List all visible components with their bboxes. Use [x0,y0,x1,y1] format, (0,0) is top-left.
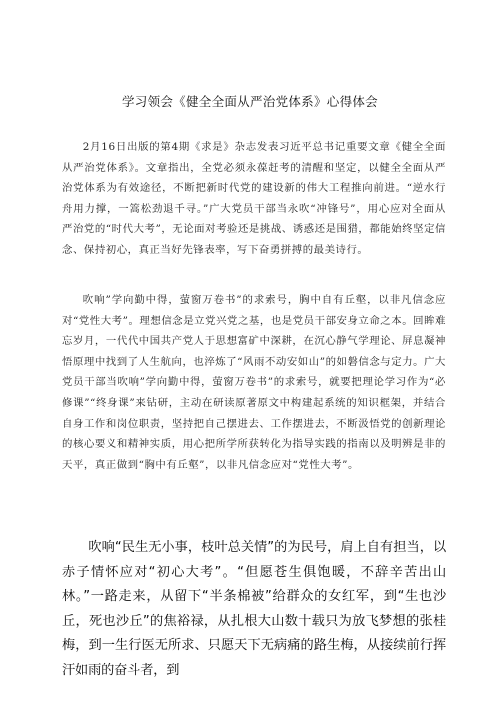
paragraph-people: 吹响“民生无小事，枝叶总关情”的为民号，肩上自有担当，以赤子情怀应对“初心大考”。“但愿苍生俱饱暖，不辞辛苦出山林。”一路走来，从留下“半条棉被”给群众的女红军，到“生也沙丘，死也沙丘”的焦裕禄，从扎根大山数十载只为放飞梦想的张桂梅，到一生行医无所求、只愿天下无病痛的路生梅，从接续前行挥汗如雨的奋斗者，到 [62,540,446,678]
paragraph-block-1 [62,137,446,261]
paragraph-block-2 [62,290,446,475]
paragraph-faith: 吹响”学向勤中得，萤窗万卷书”的求索号，胸中自有丘壑，以非凡信念应对“党性大考”。理想信念是立党兴党之基，也是党员干部安身立命之本。回眸难忘岁月，一代代中国共产党人于思想富矿中深耕，在沉心静气学理论、屏息凝神悟原理中找到了人生航向，也淬炼了“风雨不动安如山”的如磐信念与定力。广大党员干部当吹响”学向勤中得，萤窗万卷书”的求索号，就要把理论学习作为“必修课”“终身课”来钻研，主动在研读原著原文中构建起系统的知识框架，并结合自身工作和岗位职责，坚持把自己摆进去、工作摆进去，不断汲悟党的创新理论的核心要义和精神实质，用心把所学所获转化为指导实践的指南以及明辨是非的天平，真正做到“胸中有丘壑”，以非凡信念应对“党性大考”。 [62,294,446,471]
paragraph-intro: 2月16日出版的第4期《求是》杂志发表习近平总书记重要文章《健全全面从严治党体系》。文章指出，全党必须永葆赶考的清醒和坚定，以健全全面从严治党体系为有效途径，不断把新时代党的建设新的伟大工程推向前进。“逆水行舟用力撑，一篙松劲退千寻。”广大党员干部当永吹“冲锋号”，用心应对全面从严治党的“时代大考”，无论面对考验还是挑战、诱惑还是围猎，都能始终坚定信念、保持初心，真正当好先锋表率，写下奋勇拼搏的最美诗行。 [62,141,446,256]
document-title: 学习领会《健全全面从严治党体系》心得体会 [121,94,378,109]
